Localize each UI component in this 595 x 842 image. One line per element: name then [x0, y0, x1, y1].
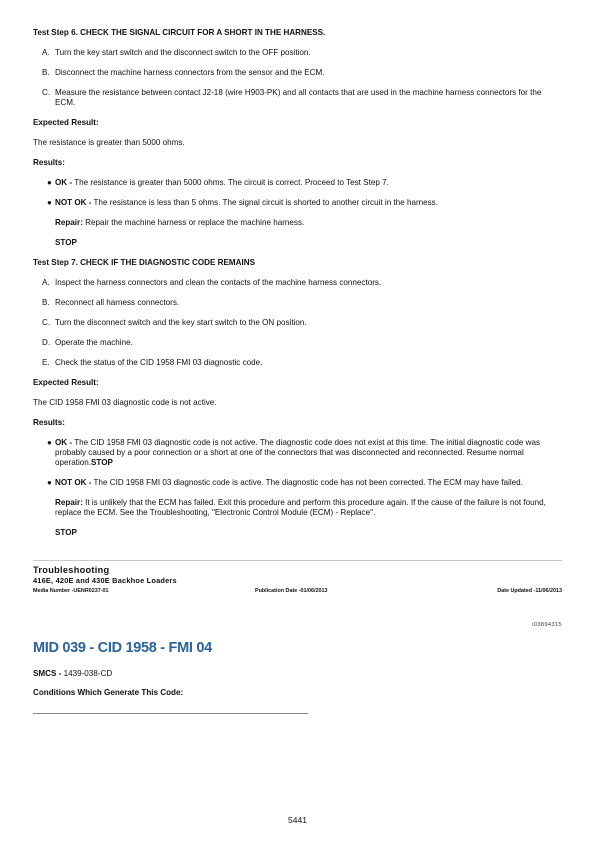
bullet-icon: ●: [47, 198, 52, 207]
publication-date: Publication Date -01/06/2013: [255, 588, 328, 594]
bullet-icon: ●: [47, 478, 52, 487]
media-number: Media Number -UENR0237-01: [33, 588, 109, 594]
step-item: C. Turn the disconnect switch and the key start switch to the ON position.: [42, 318, 307, 327]
step-item: B. Reconnect all harness connectors.: [42, 298, 180, 307]
publication-info: [33, 565, 562, 596]
stop-label: STOP: [55, 528, 77, 537]
section-divider: [33, 560, 562, 561]
result-ok: ● OK - The CID 1958 FMI 03 diagnostic code is not active. The diagnostic code does not exist at this time. The initial diagnostic code was probably caused by a poor connection or a short at one of the connectors that was disconnected and reconnected. Resume normal operation.STOP: [47, 438, 540, 467]
procedure-content: [33, 28, 563, 538]
stop-label: STOP: [55, 238, 77, 247]
manual-title: Troubleshooting: [33, 565, 110, 575]
repair-instruction: Repair: It is unlikely that the ECM has failed. Exit this procedure and perform this procedure again. If the cause of the failure is not found, replace the ECM. See the Troubleshooting, "Electronic Control Module (ECM) - Replace".: [55, 498, 546, 517]
conditions-heading: Conditions Which Generate This Code:: [33, 688, 184, 697]
repair-instruction: Repair: Repair the machine harness or replace the machine harness.: [55, 218, 305, 227]
result-not-ok: ● NOT OK - The CID 1958 FMI 03 diagnostic code is active. The diagnostic code has not been corrected. The ECM may have failed.: [47, 478, 523, 487]
step-item: C. Measure the resistance between contact J2-18 (wire H903-PK) and all contacts that are used in the machine harness connectors for the ECM.: [42, 88, 542, 107]
step-item: A. Turn the key start switch and the disconnect switch to the OFF position.: [42, 48, 311, 57]
bullet-icon: ●: [47, 178, 52, 187]
result-ok: ● OK - The resistance is greater than 5000 ohms. The circuit is correct. Proceed to Test Step 7.: [47, 178, 389, 187]
publication-meta: [33, 588, 562, 596]
smcs-code: SMCS - 1439-038-CD: [33, 669, 113, 678]
expected-result-label: Expected Result:: [33, 118, 99, 127]
step-item: D. Operate the machine.: [42, 338, 133, 347]
results-label: Results:: [33, 158, 65, 167]
test-step-7-steps: [33, 278, 563, 368]
test-step-7-results: [33, 438, 563, 488]
step-item: B. Disconnect the machine harness connectors from the sensor and the ECM.: [42, 68, 325, 77]
result-not-ok: ● NOT OK - The resistance is less than 5 ohms. The signal circuit is shorted to another circuit in the harness.: [47, 198, 438, 207]
date-updated: Date Updated -11/06/2013: [497, 588, 562, 594]
step-item: E. Check the status of the CID 1958 FMI 03 diagnostic code.: [42, 358, 263, 367]
bullet-icon: ●: [47, 438, 52, 447]
document-id: i03894315: [532, 622, 562, 628]
expected-result-label: Expected Result:: [33, 378, 99, 387]
expected-result-text: The resistance is greater than 5000 ohms.: [33, 138, 185, 147]
manual-subtitle: 416E, 420E and 430E Backhoe Loaders: [33, 576, 177, 585]
test-step-6-steps: [33, 48, 563, 108]
step-item: A. Inspect the harness connectors and clean the contacts of the machine harness connectors.: [42, 278, 382, 287]
page-number: 5441: [288, 815, 307, 825]
expected-result-text: The CID 1958 FMI 03 diagnostic code is not active.: [33, 398, 217, 407]
results-label: Results:: [33, 418, 65, 427]
test-step-7-heading: Test Step 7. CHECK IF THE DIAGNOSTIC CODE REMAINS: [33, 258, 255, 267]
test-step-6-results: [33, 178, 563, 208]
table-top-line: [33, 713, 308, 714]
section-title: MID 039 - CID 1958 - FMI 04: [33, 640, 212, 656]
test-step-6-heading: Test Step 6. CHECK THE SIGNAL CIRCUIT FOR A SHORT IN THE HARNESS.: [33, 28, 326, 37]
